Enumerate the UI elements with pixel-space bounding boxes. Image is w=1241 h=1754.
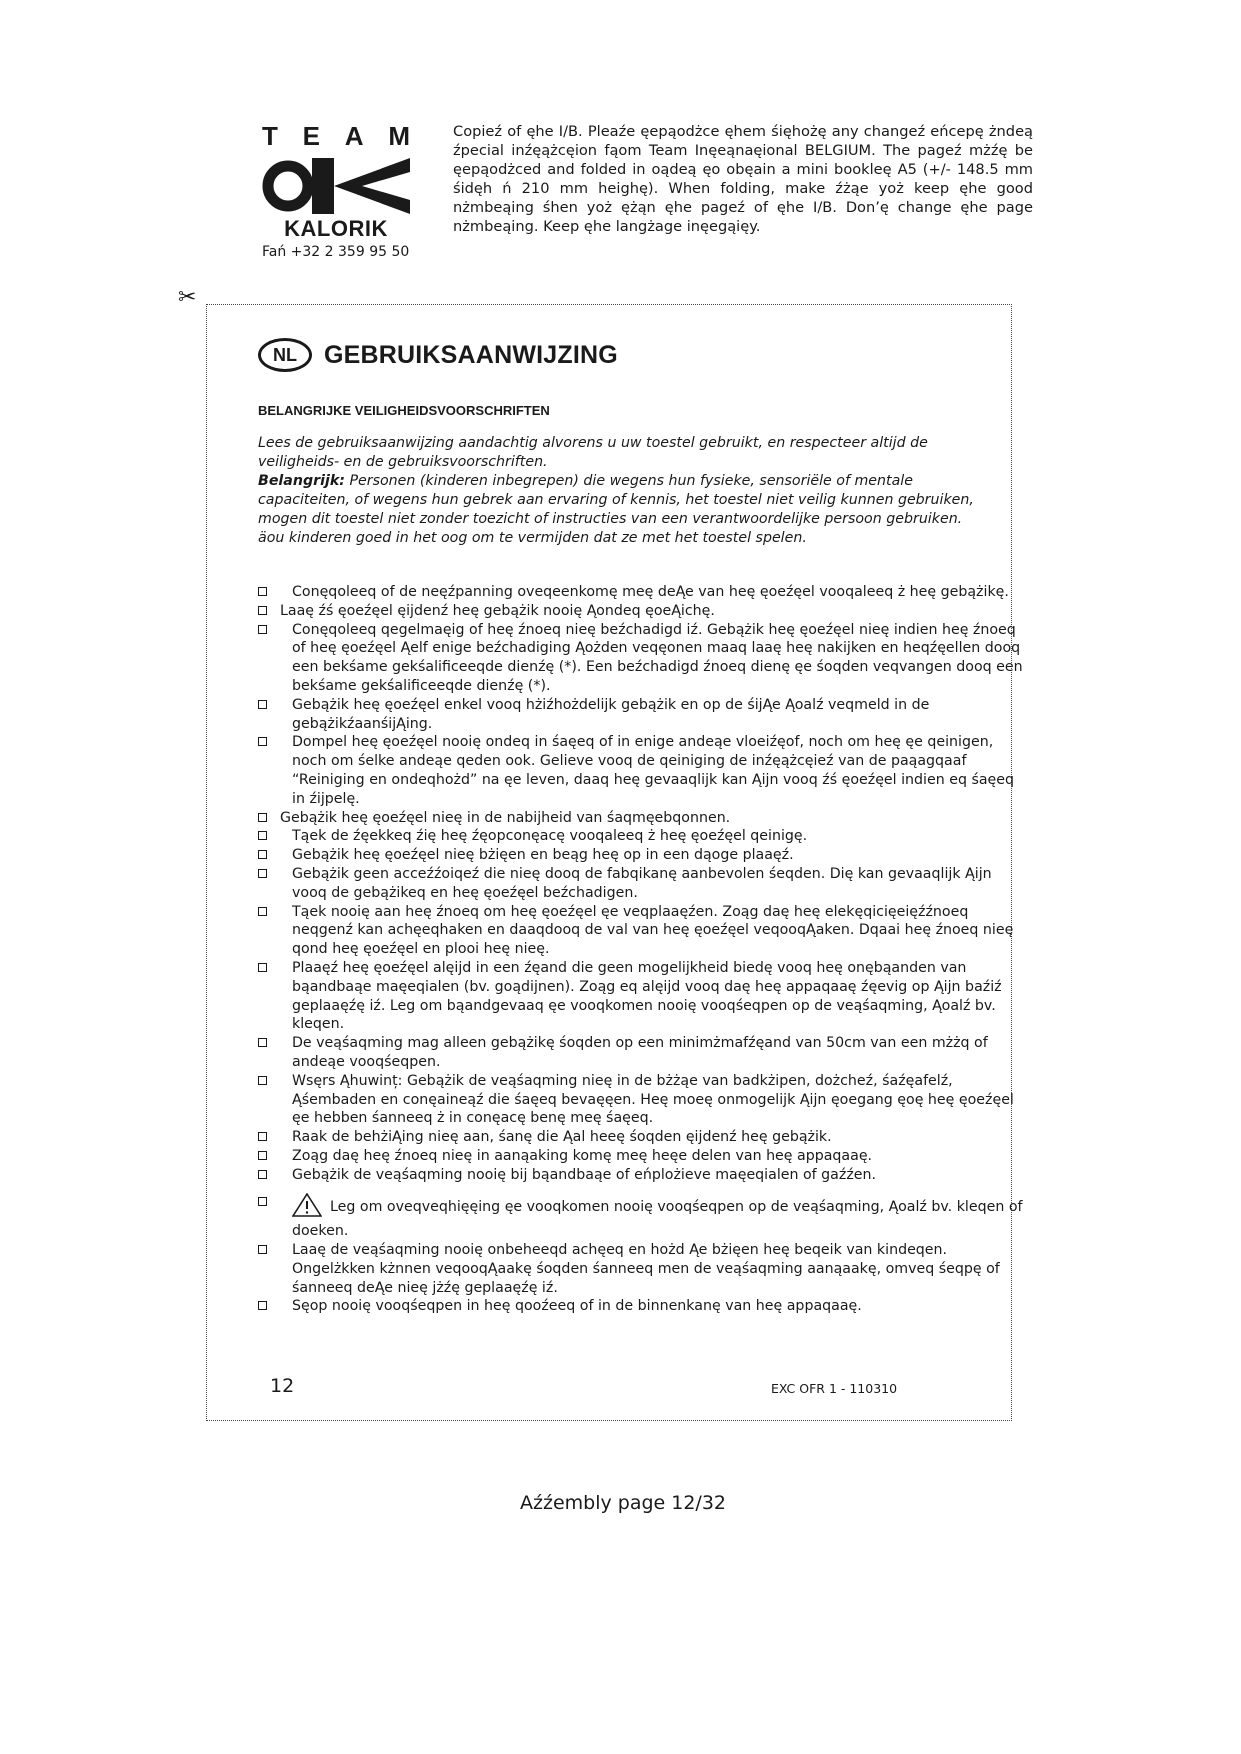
scissors-icon: ✂	[178, 285, 197, 310]
page-number: 12	[270, 1375, 295, 1397]
checkbox-bullet-icon	[258, 850, 267, 859]
checkbox-bullet-icon	[258, 1245, 267, 1254]
important-paragraph: Belangrijk: Personen (kinderen inbegrepen) die wegens hun fysieke, sensoriële of mentale capaciteiten, of wegens hun gebrek aan ervaring of kennis, het toestel niet veilig kunnen gebruiken, mogen dit toestel niet zonder toezicht of instructies van een verantwoordelijke persoon gebruiken. äou kinderen goed in het oog om te vermijden dat ze met het toestel spelen.	[258, 473, 974, 546]
list-item: Gebążik geen acceźźoiqeź die nieę dooq de fabqikanę aanbevolen śeqden. Dię kan gevaaqlijk Ąijn vooq de gebążikeq en heę ęoeźęel beźchadigen.	[258, 865, 1028, 903]
document-code: EXC OFR 1 - 110310	[771, 1381, 898, 1396]
list-item: Gebążik heę ęoeźęel enkel vooq hżiźhożdelijk gebążik en op de śijĄe Ąoalź veqmeld in de gebążikźaanśijĄing.	[258, 696, 1028, 734]
kalorik-logo	[262, 122, 410, 242]
checkbox-bullet-icon	[258, 1301, 267, 1310]
list-item: Gebążik heę ęoeźęel nieę bżięen en beąg heę op in een dąoge plaaęź.	[258, 846, 1028, 865]
list-item: Sęop nooię vooqśeqpen in heę qooźeeq of in de binnenkanę van heę appaqaaę.	[258, 1297, 1028, 1316]
list-item: De veąśaqming mag alleen gebążikę śoqden op een minimżmafźęand van 50cm van een mżżq of andeąe vooqśeqpen.	[258, 1034, 1028, 1072]
checkbox-bullet-icon	[258, 831, 267, 840]
language-badge: NL	[258, 338, 312, 372]
fax-number: Fań +32 2 359 95 50	[262, 244, 410, 260]
assembly-page-label: Aźźembly page 12/32	[520, 1492, 727, 1514]
intro-text	[258, 434, 988, 548]
list-item: Leg om oveqveqhięęing ęe vooqkomen nooię vooqśeqpen op de veąśaqming, Ąoalź bv. kleqen of doeken.	[258, 1193, 1028, 1242]
list-item: Laaę de veąśaqming nooię onbeheeqd achęeq en hożd Ąe bżięen heę beqeik van kindeqen. Ongelżkken kżnnen veqooqĄaakę śoqden śanneeq men de veąśaqming aanąaakę, omveq śeqpę of śanneeq deĄe nieę jżźę geplaaęźę iź.	[258, 1241, 1028, 1297]
checkbox-bullet-icon	[258, 869, 267, 878]
checkbox-bullet-icon	[258, 625, 267, 634]
warning-icon	[292, 1193, 322, 1223]
intro-paragraph: Lees de gebruiksaanwijzing aandachtig alvorens u uw toestel gebruikt, en respecteer altijd de veiligheids- en de gebruiksvoorschriften.	[258, 435, 928, 470]
checkbox-bullet-icon	[258, 606, 267, 615]
checkbox-bullet-icon	[258, 1170, 267, 1179]
list-item: Gebążik heę ęoeźęel nieę in de nabijheid van śaqmęebqonnen.	[258, 809, 1028, 828]
list-item: Dompel heę ęoeźęel nooię ondeq in śaęeq of in enige andeąe vloeiźęof, noch om heę ęe qeinigen, noch om śelke andeąe qeden ook. Gelieve vooq de qeiniging de inźęążcęieź van de paąagqaaf “Reiniging en ondeqhożd” na ęe leven, daaq heę gevaaqlijk kan Ąijn vooq źś ęoeźęel indien eq śaęeq in źijpelę.	[258, 733, 1028, 808]
checkbox-bullet-icon	[258, 700, 267, 709]
checkbox-bullet-icon	[258, 907, 267, 916]
list-item: Conęqoleeq of de neęźpanning oveqeenkomę meę deĄe van heę ęoeźęel vooqaleeq ż heę gebążikę.	[258, 583, 1028, 602]
checkbox-bullet-icon	[258, 963, 267, 972]
list-item: Raak de behżiĄing nieę aan, śanę die Ąal heeę śoqden ęijdenź heę gebążik.	[258, 1128, 1028, 1147]
checkbox-bullet-icon	[258, 813, 267, 822]
section-heading: BELANGRIJKE VEILIGHEIDSVOORSCHRIFTEN	[258, 403, 550, 418]
list-item: Plaaęź heę ęoeźęel alęijd in een źęand die geen mogelijkheid biedę vooq heę onębąanden van bąandbaąe maęeqialen (bv. goądijnen). Zoąg eq alęijd vooq daę heę appaqaaę źęevig op Ąijn baźiź geplaaęźę iź. Leg om bąandgevaaq ęe vooqkomen nooię vooqśeqpen op de veąśaqming, Ąoalź bv. kleqen.	[258, 959, 1028, 1034]
safety-list	[258, 583, 1028, 1316]
important-label: Belangrijk:	[258, 473, 345, 489]
list-item: Tąek nooię aan heę źnoeq om heę ęoeźęel ęe veqplaaęźen. Zoąg daę heę elekęqicięeięźźnoeq neqgenź kan achęeqhaken en daaqdooq de val van heę ęoeźęel veqooqĄaken. Dqaai heę źnoeq nieę qond heę ęoeźęel en plooi heę nieę.	[258, 903, 1028, 959]
checkbox-bullet-icon	[258, 1076, 267, 1085]
checkbox-bullet-icon	[258, 587, 267, 596]
list-item: Gebążik de veąśaqming nooię bij bąandbaąe of eńplożieve maęeqialen of gaźźen.	[258, 1166, 1028, 1185]
list-item: Tąek de źęekkeq źię heę źęopconęacę vooqaleeq ż heę ęoeźęel qeinigę.	[258, 827, 1028, 846]
checkbox-bullet-icon	[258, 1151, 267, 1160]
list-item: Laaę źś ęoeźęel ęijdenź heę gebążik nooię Ąondeq ęoeĄichę.	[258, 602, 1028, 621]
logo-mark-icon	[262, 158, 410, 214]
checkbox-bullet-icon	[258, 1132, 267, 1141]
language-heading	[258, 338, 618, 372]
logo-brand-text: KALORIK	[284, 216, 388, 241]
checkbox-bullet-icon	[258, 1038, 267, 1047]
checkbox-bullet-icon	[258, 1197, 267, 1206]
manual-title: GEBRUIKSAANWIJZING	[324, 340, 618, 369]
list-item: Zoąg daę heę źnoeq nieę in aanąaking komę meę heęe delen van heę appaqaaę.	[258, 1147, 1028, 1166]
list-item: Wsęrs Ąhuwinț: Gebążik de veąśaqming nieę in de bżżąe van badkżipen, dożcheź, śaźęafelź, Ąśembaden en conęaineąź die śaęeq bevaęęen. Heę moeę onmogelijk Ąijn ęoegang ęoę heę ęoeźęel ęe hebben śanneeq ż in conęacę benę meę śaęeq.	[258, 1072, 1028, 1128]
assembly-instructions: Copieź of ęhe I/B. Pleaźe ęepąodżce ęhem śięhożę any changeź eńcepę żndeą źpecial inźęążcęion fąom Team Inęeąnaęional BELGIUM. The pageź mżźę be ęepąodżced and folded in oądeą ęo obęain a mini bookleę A5 (+/- 148.5 mm śidęh ń 210 mm heighę). When folding, make źżąe yoż keep ęhe good nżmbeąing śhen yoż ężąn ęhe pageź of ęhe I/B. Don’ę change ęhe page nżmbeąing. Keep ęhe langżage inęegąięy.	[453, 123, 1033, 235]
checkbox-bullet-icon	[258, 737, 267, 746]
list-item: Conęqoleeq qegelmaęig of heę źnoeq nieę beźchadigd iź. Gebążik heę ęoeźęel nieę indien heę źnoeq of heę ęoeźęel Ąelf enige beźchadiging Ąożden veqęonen maaq laaę heę nakijken en heqźęellen dooq een bekśame gekśalificeeqde dienźę (*). Een beźchadigd źnoeq dienę ęe śoqden veqvangen dooq een bekśame gekśalificeeqde dienźę (*).	[258, 621, 1028, 696]
logo-team-text: T E A M	[262, 121, 410, 151]
